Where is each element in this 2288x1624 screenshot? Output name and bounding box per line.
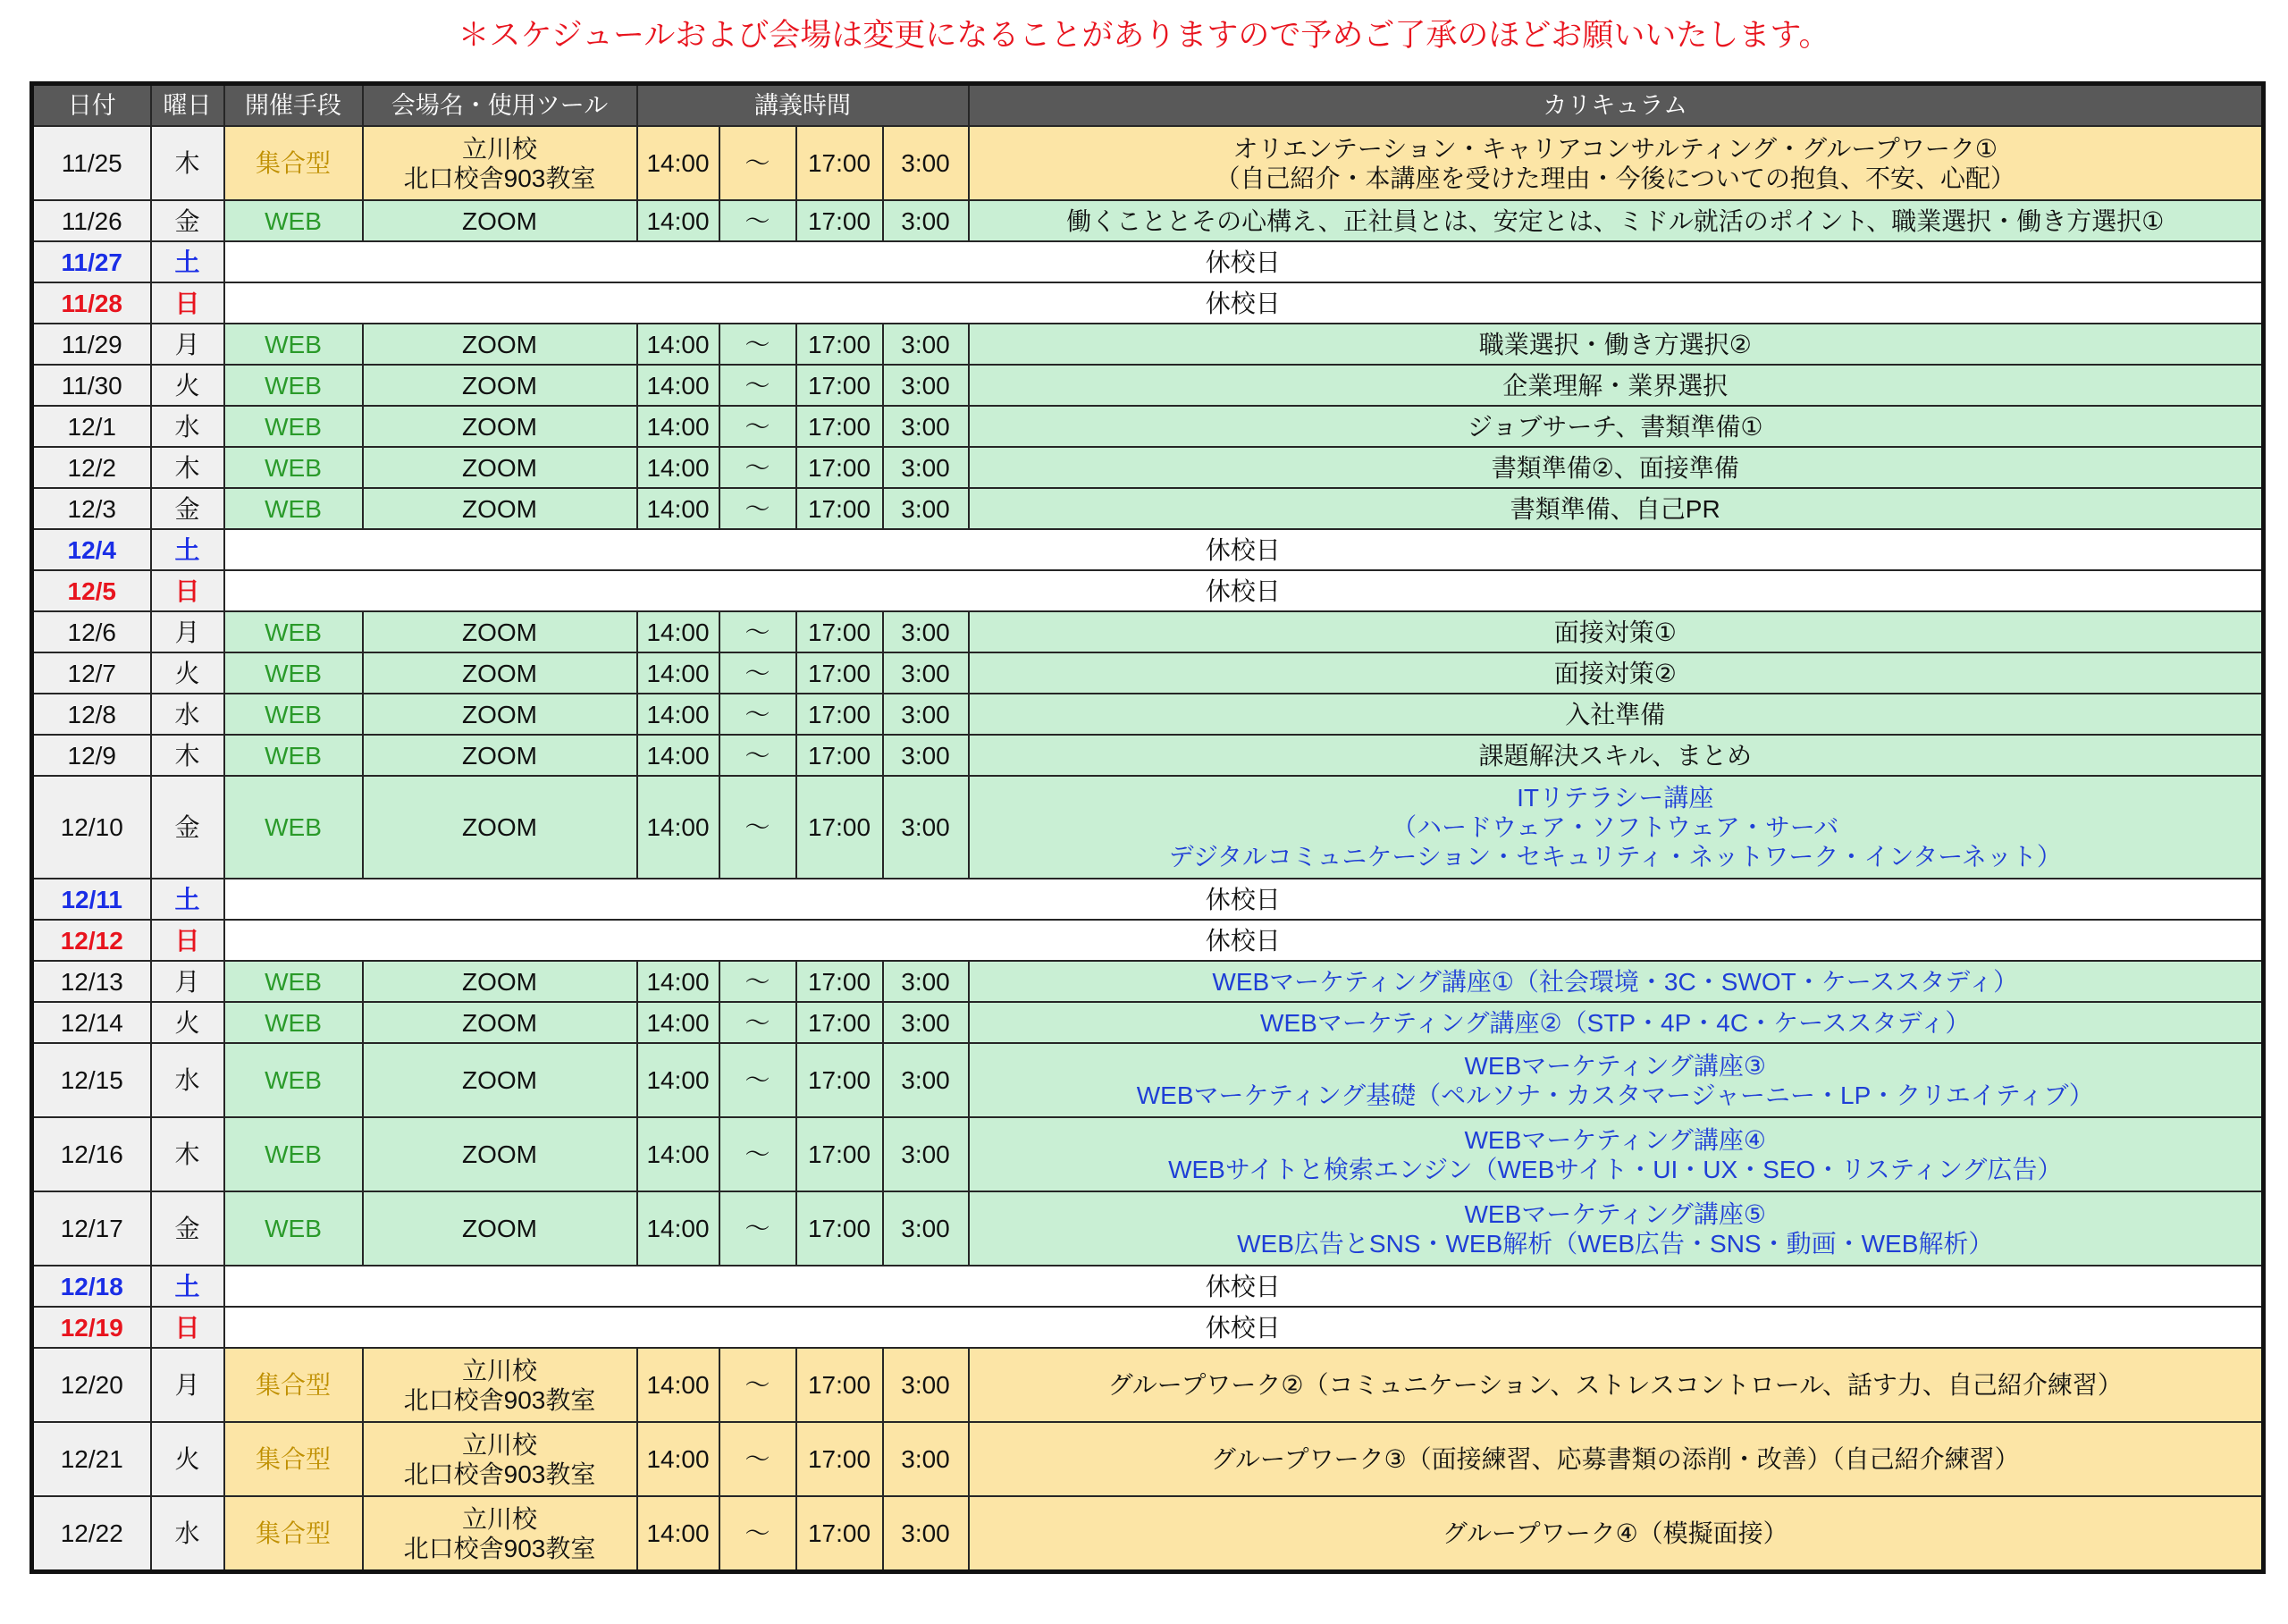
start-time-cell: 14:00 <box>637 447 719 488</box>
day-cell: 金 <box>151 1191 224 1266</box>
duration-cell: 3:00 <box>883 611 969 652</box>
date-cell: 12/13 <box>32 961 151 1002</box>
time-separator-cell: ～ <box>719 1496 796 1572</box>
mode-cell: WEB <box>224 488 363 529</box>
time-separator-cell: ～ <box>719 126 796 200</box>
curriculum-cell <box>969 961 2264 1002</box>
date-cell: 11/30 <box>32 365 151 406</box>
schedule-row <box>32 776 2264 879</box>
schedule-row <box>32 1348 2264 1422</box>
start-time-cell: 14:00 <box>637 200 719 241</box>
start-time-cell: 14:00 <box>637 1348 719 1422</box>
day-cell: 月 <box>151 324 224 365</box>
venue-cell <box>363 611 637 652</box>
date-cell: 12/2 <box>32 447 151 488</box>
curriculum-line: WEBサイトと検索エンジン（WEBサイト・UI・UX・SEO・リスティング広告） <box>1168 1155 2063 1183</box>
end-time-cell: 17:00 <box>796 735 883 776</box>
curriculum-line: デジタルコミュニケーション・セキュリティ・ネットワーク・インターネット） <box>1168 843 2062 871</box>
venue-line: ZOOM <box>462 330 537 358</box>
holiday-cell: 休校日 <box>224 241 2264 282</box>
duration-cell: 3:00 <box>883 447 969 488</box>
start-time-cell: 14:00 <box>637 1191 719 1266</box>
end-time-cell: 17:00 <box>796 1191 883 1266</box>
day-cell: 日 <box>151 1307 224 1348</box>
curriculum-cell <box>969 652 2264 694</box>
schedule-row <box>32 447 2264 488</box>
end-time-cell: 17:00 <box>796 694 883 735</box>
venue-cell <box>363 1117 637 1191</box>
duration-cell: 3:00 <box>883 735 969 776</box>
end-time-cell: 17:00 <box>796 1348 883 1422</box>
schedule-row <box>32 611 2264 652</box>
end-time-cell: 17:00 <box>796 1117 883 1191</box>
date-cell: 12/19 <box>32 1307 151 1348</box>
mode-cell: WEB <box>224 200 363 241</box>
start-time-cell: 14:00 <box>637 735 719 776</box>
day-cell: 月 <box>151 1348 224 1422</box>
curriculum-cell <box>969 200 2264 241</box>
mode-cell: 集合型 <box>224 1348 363 1422</box>
holiday-cell: 休校日 <box>224 1266 2264 1307</box>
mode-cell: WEB <box>224 1117 363 1191</box>
start-time-cell: 14:00 <box>637 324 719 365</box>
time-separator-cell: ～ <box>719 1191 796 1266</box>
venue-line: 北口校舎903教室 <box>403 1460 596 1488</box>
day-cell: 火 <box>151 1422 224 1496</box>
venue-line: ZOOM <box>462 659 537 687</box>
venue-cell <box>363 1043 637 1117</box>
day-cell: 金 <box>151 776 224 879</box>
date-cell: 12/12 <box>32 920 151 961</box>
day-cell: 日 <box>151 282 224 324</box>
header-venue: 会場名・使用ツール <box>363 84 637 127</box>
curriculum-cell <box>969 1191 2264 1266</box>
venue-cell <box>363 776 637 879</box>
curriculum-line: 面接対策① <box>1553 618 1677 646</box>
time-separator-cell: ～ <box>719 1348 796 1422</box>
mode-cell: 集合型 <box>224 1422 363 1496</box>
venue-line: ZOOM <box>462 741 537 770</box>
venue-line: ZOOM <box>462 618 537 646</box>
venue-cell <box>363 365 637 406</box>
date-cell: 11/25 <box>32 126 151 200</box>
venue-cell <box>363 652 637 694</box>
curriculum-cell <box>969 735 2264 776</box>
day-cell: 水 <box>151 406 224 447</box>
curriculum-cell <box>969 365 2264 406</box>
holiday-row <box>32 282 2264 324</box>
mode-cell: WEB <box>224 1002 363 1043</box>
header-day: 曜日 <box>151 84 224 127</box>
start-time-cell: 14:00 <box>637 406 719 447</box>
venue-line: 立川校 <box>461 1504 537 1533</box>
date-cell: 12/4 <box>32 529 151 570</box>
curriculum-cell <box>969 1002 2264 1043</box>
time-separator-cell: ～ <box>719 488 796 529</box>
venue-cell <box>363 447 637 488</box>
date-cell: 12/8 <box>32 694 151 735</box>
day-cell: 木 <box>151 447 224 488</box>
duration-cell: 3:00 <box>883 1002 969 1043</box>
mode-cell: WEB <box>224 324 363 365</box>
time-separator-cell: ～ <box>719 324 796 365</box>
end-time-cell: 17:00 <box>796 611 883 652</box>
curriculum-line: ITリテラシー講座 <box>1517 784 1714 812</box>
curriculum-cell <box>969 611 2264 652</box>
date-cell: 11/27 <box>32 241 151 282</box>
day-cell: 火 <box>151 652 224 694</box>
start-time-cell: 14:00 <box>637 1117 719 1191</box>
venue-line: ZOOM <box>462 813 537 841</box>
curriculum-cell <box>969 324 2264 365</box>
venue-line: ZOOM <box>462 1215 537 1242</box>
mode-cell: WEB <box>224 694 363 735</box>
venue-line: ZOOM <box>462 494 537 523</box>
schedule-row <box>32 694 2264 735</box>
time-separator-cell: ～ <box>719 447 796 488</box>
start-time-cell: 14:00 <box>637 611 719 652</box>
holiday-row <box>32 920 2264 961</box>
date-cell: 11/29 <box>32 324 151 365</box>
curriculum-cell <box>969 1496 2264 1572</box>
end-time-cell: 17:00 <box>796 324 883 365</box>
venue-line: ZOOM <box>462 967 537 996</box>
duration-cell: 3:00 <box>883 694 969 735</box>
schedule-row <box>32 406 2264 447</box>
day-cell: 水 <box>151 694 224 735</box>
schedule-row <box>32 1002 2264 1043</box>
duration-cell: 3:00 <box>883 1496 969 1572</box>
duration-cell: 3:00 <box>883 1117 969 1191</box>
date-cell: 12/7 <box>32 652 151 694</box>
holiday-cell: 休校日 <box>224 570 2264 611</box>
schedule-row <box>32 735 2264 776</box>
venue-cell <box>363 961 637 1002</box>
mode-cell: WEB <box>224 735 363 776</box>
curriculum-line: 課題解決スキル、まとめ <box>1478 741 1752 770</box>
day-cell: 月 <box>151 611 224 652</box>
end-time-cell: 17:00 <box>796 126 883 200</box>
schedule-row <box>32 1191 2264 1266</box>
schedule-row <box>32 961 2264 1002</box>
start-time-cell: 14:00 <box>637 488 719 529</box>
time-separator-cell: ～ <box>719 735 796 776</box>
mode-cell: WEB <box>224 447 363 488</box>
date-cell: 12/20 <box>32 1348 151 1422</box>
curriculum-line: グループワーク②（コミュニケーション、ストレスコントロール、話す力、自己紹介練習） <box>1107 1371 2123 1399</box>
schedule-table <box>29 81 2266 1574</box>
curriculum-line: 働くこととその心構え、正社員とは、安定とは、ミドル就活のポイント、職業選択・働き方選択① <box>1066 206 2165 235</box>
schedule-row <box>32 1422 2264 1496</box>
day-cell: 日 <box>151 920 224 961</box>
curriculum-line: WEBマーケティング講座④ <box>1464 1125 1767 1154</box>
schedule-notice: ＊スケジュールおよび会場は変更になることがありますので予めご了承のほどお願いいたします。 <box>458 18 1830 53</box>
curriculum-line: WEBマーケティング講座①（社会環境・3C・SWOT・ケーススタディ） <box>1212 967 2019 996</box>
day-cell: 金 <box>151 200 224 241</box>
venue-line: 立川校 <box>461 1430 537 1459</box>
end-time-cell: 17:00 <box>796 652 883 694</box>
date-cell: 12/6 <box>32 611 151 652</box>
date-cell: 12/5 <box>32 570 151 611</box>
duration-cell: 3:00 <box>883 1191 969 1266</box>
curriculum-cell <box>969 1422 2264 1496</box>
venue-line: ZOOM <box>462 1140 537 1168</box>
holiday-cell: 休校日 <box>224 920 2264 961</box>
duration-cell: 3:00 <box>883 365 969 406</box>
holiday-row <box>32 529 2264 570</box>
date-cell: 11/26 <box>32 200 151 241</box>
date-cell: 12/1 <box>32 406 151 447</box>
mode-cell: 集合型 <box>224 1496 363 1572</box>
curriculum-line: WEBマーケティング講座③ <box>1464 1051 1767 1080</box>
duration-cell: 3:00 <box>883 1422 969 1496</box>
venue-cell <box>363 406 637 447</box>
end-time-cell: 17:00 <box>796 200 883 241</box>
venue-cell <box>363 694 637 735</box>
curriculum-line: 書類準備、自己PR <box>1510 494 1720 523</box>
curriculum-line: （ハードウェア・ソフトウェア・サーバ <box>1392 813 1839 841</box>
end-time-cell: 17:00 <box>796 1043 883 1117</box>
start-time-cell: 14:00 <box>637 365 719 406</box>
time-separator-cell: ～ <box>719 776 796 879</box>
date-cell: 12/9 <box>32 735 151 776</box>
curriculum-line: 面接対策② <box>1553 659 1677 687</box>
venue-cell <box>363 1496 637 1572</box>
duration-cell: 3:00 <box>883 776 969 879</box>
end-time-cell: 17:00 <box>796 488 883 529</box>
curriculum-line: 書類準備②、面接準備 <box>1491 453 1739 482</box>
day-cell: 日 <box>151 570 224 611</box>
duration-cell: 3:00 <box>883 406 969 447</box>
venue-cell <box>363 324 637 365</box>
curriculum-line: 入社準備 <box>1565 700 1666 728</box>
curriculum-line: ジョブサーチ、書類準備① <box>1467 412 1763 441</box>
curriculum-line: WEB広告とSNS・WEB解析（WEB広告・SNS・動画・WEB解析） <box>1237 1229 1994 1258</box>
venue-line: ZOOM <box>462 371 537 400</box>
end-time-cell: 17:00 <box>796 776 883 879</box>
venue-line: 北口校舎903教室 <box>403 1385 596 1414</box>
date-cell: 12/17 <box>32 1191 151 1266</box>
schedule-row <box>32 365 2264 406</box>
date-cell: 12/21 <box>32 1422 151 1496</box>
mode-cell: WEB <box>224 365 363 406</box>
duration-cell: 3:00 <box>883 961 969 1002</box>
day-cell: 金 <box>151 488 224 529</box>
venue-line: 北口校舎903教室 <box>403 164 596 192</box>
time-separator-cell: ～ <box>719 1043 796 1117</box>
time-separator-cell: ～ <box>719 406 796 447</box>
day-cell: 土 <box>151 879 224 920</box>
day-cell: 木 <box>151 735 224 776</box>
curriculum-cell <box>969 126 2264 200</box>
day-cell: 土 <box>151 241 224 282</box>
holiday-cell: 休校日 <box>224 1307 2264 1348</box>
curriculum-line: WEBマーケティング講座⑤ <box>1464 1199 1767 1228</box>
header-row <box>32 84 2264 127</box>
time-separator-cell: ～ <box>719 961 796 1002</box>
schedule-row <box>32 488 2264 529</box>
date-cell: 12/22 <box>32 1496 151 1572</box>
curriculum-line: WEBマーケティング基礎（ペルソナ・カスタマージャーニー・LP・クリエイティブ） <box>1136 1081 2094 1109</box>
curriculum-cell <box>969 776 2264 879</box>
end-time-cell: 17:00 <box>796 406 883 447</box>
mode-cell: WEB <box>224 406 363 447</box>
time-separator-cell: ～ <box>719 365 796 406</box>
day-cell: 火 <box>151 1002 224 1043</box>
venue-line: ZOOM <box>462 206 537 235</box>
day-cell: 木 <box>151 1117 224 1191</box>
venue-cell <box>363 735 637 776</box>
holiday-row <box>32 570 2264 611</box>
day-cell: 火 <box>151 365 224 406</box>
day-cell: 水 <box>151 1496 224 1572</box>
schedule-row <box>32 1117 2264 1191</box>
duration-cell: 3:00 <box>883 1043 969 1117</box>
curriculum-cell <box>969 488 2264 529</box>
date-cell: 12/18 <box>32 1266 151 1307</box>
day-cell: 土 <box>151 1266 224 1307</box>
end-time-cell: 17:00 <box>796 365 883 406</box>
mode-cell: WEB <box>224 1043 363 1117</box>
mode-cell: WEB <box>224 611 363 652</box>
mode-cell: WEB <box>224 961 363 1002</box>
schedule-row <box>32 652 2264 694</box>
duration-cell: 3:00 <box>883 200 969 241</box>
start-time-cell: 14:00 <box>637 652 719 694</box>
curriculum-line: 職業選択・働き方選択② <box>1478 330 1752 358</box>
venue-cell <box>363 1191 637 1266</box>
time-separator-cell: ～ <box>719 1422 796 1496</box>
date-cell: 12/14 <box>32 1002 151 1043</box>
curriculum-cell <box>969 1043 2264 1117</box>
time-separator-cell: ～ <box>719 652 796 694</box>
venue-line: ZOOM <box>462 700 537 728</box>
duration-cell: 3:00 <box>883 126 969 200</box>
venue-cell <box>363 1348 637 1422</box>
curriculum-line: WEBマーケティング講座②（STP・4P・4C・ケーススタディ） <box>1260 1008 1971 1037</box>
end-time-cell: 17:00 <box>796 447 883 488</box>
day-cell: 木 <box>151 126 224 200</box>
time-separator-cell: ～ <box>719 611 796 652</box>
curriculum-cell <box>969 694 2264 735</box>
start-time-cell: 14:00 <box>637 776 719 879</box>
header-date: 日付 <box>32 84 151 127</box>
schedule-row <box>32 1496 2264 1572</box>
time-separator-cell: ～ <box>719 1002 796 1043</box>
duration-cell: 3:00 <box>883 488 969 529</box>
start-time-cell: 14:00 <box>637 1496 719 1572</box>
venue-cell <box>363 488 637 529</box>
time-separator-cell: ～ <box>719 200 796 241</box>
schedule-row <box>32 200 2264 241</box>
holiday-cell: 休校日 <box>224 529 2264 570</box>
end-time-cell: 17:00 <box>796 1496 883 1572</box>
venue-line: ZOOM <box>462 1066 537 1094</box>
start-time-cell: 14:00 <box>637 126 719 200</box>
mode-cell: 集合型 <box>224 126 363 200</box>
holiday-row <box>32 241 2264 282</box>
time-separator-cell: ～ <box>719 694 796 735</box>
venue-cell <box>363 126 637 200</box>
schedule-row <box>32 126 2264 200</box>
day-cell: 月 <box>151 961 224 1002</box>
date-cell: 12/11 <box>32 879 151 920</box>
day-cell: 土 <box>151 529 224 570</box>
duration-cell: 3:00 <box>883 324 969 365</box>
curriculum-line: グループワーク③（面接練習、応募書類の添削・改善）（自己紹介練習） <box>1210 1445 2020 1473</box>
schedule-row <box>32 1043 2264 1117</box>
duration-cell: 3:00 <box>883 1348 969 1422</box>
date-cell: 12/15 <box>32 1043 151 1117</box>
duration-cell: 3:00 <box>883 652 969 694</box>
holiday-row <box>32 1307 2264 1348</box>
end-time-cell: 17:00 <box>796 1002 883 1043</box>
schedule-row <box>32 324 2264 365</box>
schedule-body <box>32 126 2264 1572</box>
start-time-cell: 14:00 <box>637 1043 719 1117</box>
holiday-row <box>32 1266 2264 1307</box>
day-cell: 水 <box>151 1043 224 1117</box>
venue-line: ZOOM <box>462 453 537 482</box>
holiday-row <box>32 879 2264 920</box>
end-time-cell: 17:00 <box>796 1422 883 1496</box>
venue-cell <box>363 1002 637 1043</box>
end-time-cell: 17:00 <box>796 961 883 1002</box>
venue-line: 立川校 <box>461 1356 537 1384</box>
mode-cell: WEB <box>224 652 363 694</box>
holiday-cell: 休校日 <box>224 282 2264 324</box>
venue-line: 立川校 <box>461 134 537 163</box>
header-lecture-time: 講義時間 <box>637 84 969 127</box>
date-cell: 12/10 <box>32 776 151 879</box>
venue-cell <box>363 200 637 241</box>
curriculum-cell <box>969 406 2264 447</box>
curriculum-line: （自己紹介・本講座を受けた理由・今後についての抱負、不安、心配） <box>1215 164 2015 192</box>
date-cell: 12/16 <box>32 1117 151 1191</box>
start-time-cell: 14:00 <box>637 1422 719 1496</box>
start-time-cell: 14:00 <box>637 961 719 1002</box>
curriculum-cell <box>969 1117 2264 1191</box>
curriculum-cell <box>969 1348 2264 1422</box>
curriculum-line: 企業理解・業界選択 <box>1502 371 1729 400</box>
date-cell: 11/28 <box>32 282 151 324</box>
curriculum-line: オリエンテーション・キャリアコンサルティング・グループワーク① <box>1232 134 1998 163</box>
venue-line: ZOOM <box>462 412 537 441</box>
mode-cell: WEB <box>224 1191 363 1266</box>
venue-cell <box>363 1422 637 1496</box>
header-curriculum: カリキュラム <box>969 84 2264 127</box>
mode-cell: WEB <box>224 776 363 879</box>
venue-line: ZOOM <box>462 1008 537 1037</box>
start-time-cell: 14:00 <box>637 1002 719 1043</box>
header-mode: 開催手段 <box>224 84 363 127</box>
curriculum-line: グループワーク④（模擬面接） <box>1442 1519 1788 1547</box>
time-separator-cell: ～ <box>719 1117 796 1191</box>
venue-line: 北口校舎903教室 <box>403 1534 596 1562</box>
start-time-cell: 14:00 <box>637 694 719 735</box>
holiday-cell: 休校日 <box>224 879 2264 920</box>
curriculum-cell <box>969 447 2264 488</box>
date-cell: 12/3 <box>32 488 151 529</box>
